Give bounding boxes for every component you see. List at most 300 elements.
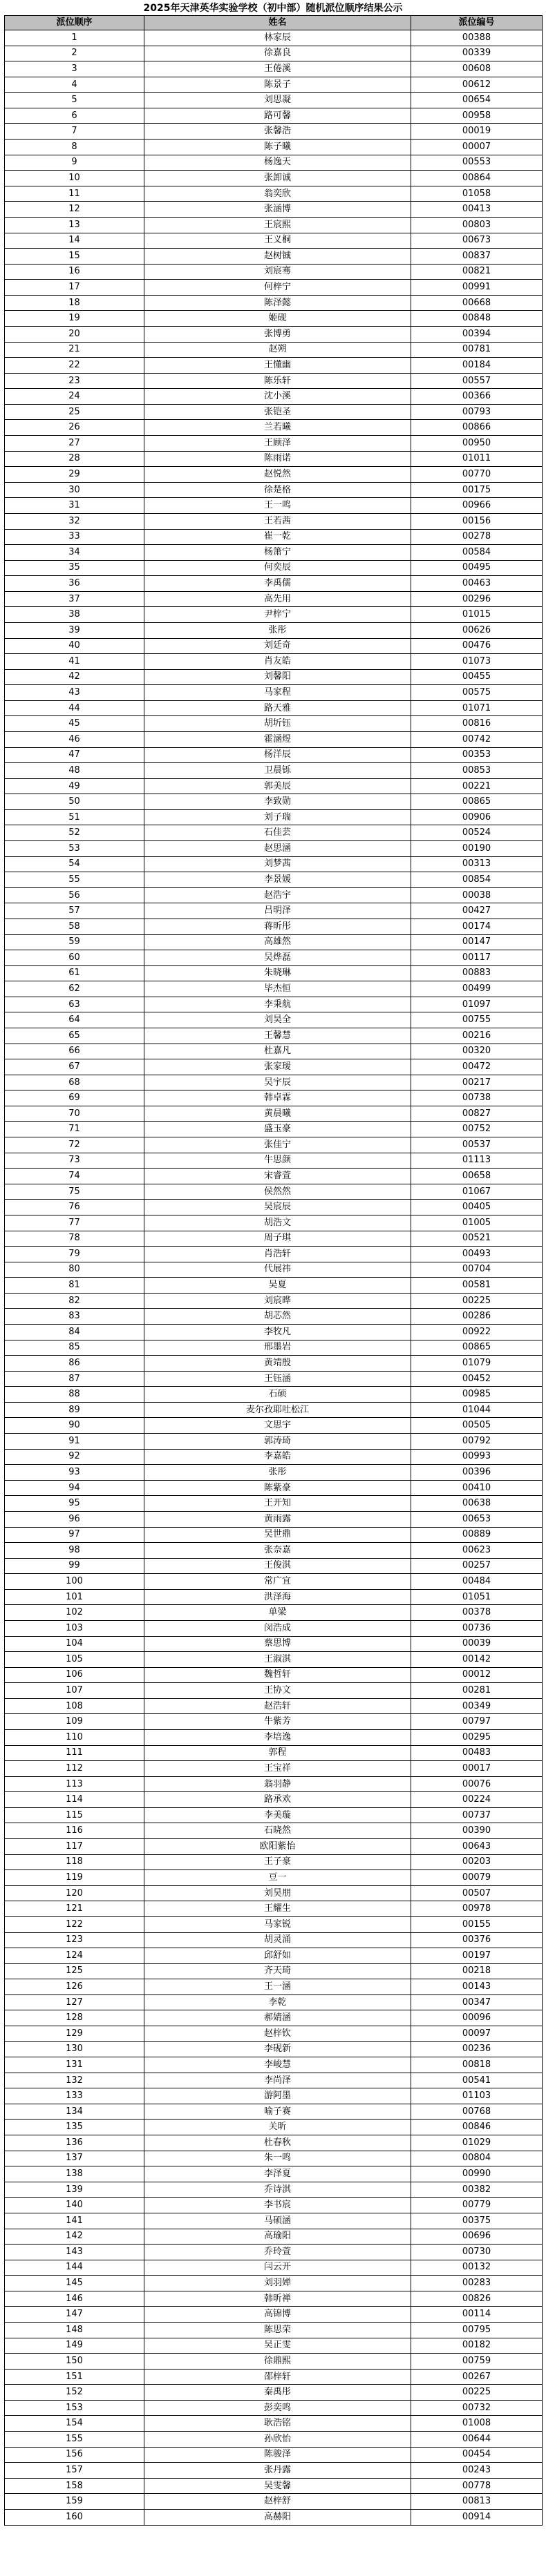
table-row bbox=[5, 1605, 543, 1621]
cell-name: 吴正雯 bbox=[144, 2338, 411, 2354]
cell-number: 00175 bbox=[411, 482, 543, 498]
cell-number: 00405 bbox=[411, 1200, 543, 1215]
cell-name: 王耀生 bbox=[144, 1901, 411, 1917]
table-row bbox=[5, 887, 543, 903]
cell-name: 王宝祥 bbox=[144, 1761, 411, 1777]
cell-name: 何奕辰 bbox=[144, 560, 411, 576]
cell-number: 00218 bbox=[411, 1963, 543, 1979]
table-row bbox=[5, 1215, 543, 1231]
cell-order: 14 bbox=[5, 233, 144, 249]
cell-name: 陈泽懿 bbox=[144, 295, 411, 311]
cell-name: 黄晨曦 bbox=[144, 1106, 411, 1122]
cell-number: 00821 bbox=[411, 264, 543, 280]
cell-number: 00472 bbox=[411, 1059, 543, 1075]
header-order: 派位顺序 bbox=[5, 16, 144, 30]
cell-order: 38 bbox=[5, 607, 144, 623]
cell-name: 周子琪 bbox=[144, 1231, 411, 1247]
cell-number: 00396 bbox=[411, 1465, 543, 1481]
cell-name: 王俊淇 bbox=[144, 1558, 411, 1574]
table-row bbox=[5, 264, 543, 280]
table-row bbox=[5, 513, 543, 529]
cell-order: 50 bbox=[5, 794, 144, 810]
cell-number: 01015 bbox=[411, 607, 543, 623]
table-row bbox=[5, 1184, 543, 1200]
cell-name: 沈小溪 bbox=[144, 389, 411, 405]
cell-order: 30 bbox=[5, 482, 144, 498]
cell-order: 28 bbox=[5, 451, 144, 467]
cell-number: 00584 bbox=[411, 545, 543, 561]
cell-name: 邱舒如 bbox=[144, 1948, 411, 1964]
cell-number: 00883 bbox=[411, 965, 543, 981]
cell-name: 王钰涵 bbox=[144, 1371, 411, 1387]
table-row bbox=[5, 171, 543, 186]
table-row bbox=[5, 1932, 543, 1948]
cell-number: 00366 bbox=[411, 389, 543, 405]
table-row bbox=[5, 685, 543, 701]
table-row bbox=[5, 1075, 543, 1090]
cell-name: 牛紫芳 bbox=[144, 1714, 411, 1730]
cell-number: 00484 bbox=[411, 1574, 543, 1590]
cell-number: 00394 bbox=[411, 326, 543, 342]
cell-number: 00278 bbox=[411, 529, 543, 545]
cell-order: 67 bbox=[5, 1059, 144, 1075]
cell-order: 43 bbox=[5, 685, 144, 701]
cell-order: 157 bbox=[5, 2463, 144, 2479]
cell-order: 135 bbox=[5, 2120, 144, 2135]
cell-order: 105 bbox=[5, 1652, 144, 1668]
cell-number: 00281 bbox=[411, 1683, 543, 1699]
cell-name: 赵浩轩 bbox=[144, 1698, 411, 1714]
cell-name: 霍涵煜 bbox=[144, 732, 411, 748]
cell-order: 41 bbox=[5, 654, 144, 670]
table-row bbox=[5, 2151, 543, 2166]
cell-order: 151 bbox=[5, 2369, 144, 2385]
cell-number: 00826 bbox=[411, 2291, 543, 2307]
cell-order: 98 bbox=[5, 1543, 144, 1559]
cell-order: 140 bbox=[5, 2198, 144, 2213]
table-row bbox=[5, 77, 543, 93]
cell-number: 00454 bbox=[411, 2447, 543, 2463]
cell-order: 123 bbox=[5, 1932, 144, 1948]
table-row bbox=[5, 1854, 543, 1870]
cell-name: 李乾 bbox=[144, 1995, 411, 2010]
table-row bbox=[5, 1309, 543, 1325]
table-row bbox=[5, 1870, 543, 1886]
cell-number: 00114 bbox=[411, 2307, 543, 2323]
table-row bbox=[5, 1122, 543, 1137]
table-row bbox=[5, 1371, 543, 1387]
cell-order: 6 bbox=[5, 108, 144, 124]
table-row bbox=[5, 140, 543, 155]
table-row bbox=[5, 2276, 543, 2291]
cell-number: 00653 bbox=[411, 1511, 543, 1527]
cell-number: 00978 bbox=[411, 1901, 543, 1917]
cell-number: 00696 bbox=[411, 2229, 543, 2245]
cell-number: 00143 bbox=[411, 1979, 543, 1995]
table-row bbox=[5, 2400, 543, 2416]
table-row bbox=[5, 1480, 543, 1496]
cell-name: 高瑜阳 bbox=[144, 2229, 411, 2245]
table-row bbox=[5, 1948, 543, 1964]
table-body bbox=[5, 30, 543, 2526]
table-row bbox=[5, 124, 543, 140]
cell-name: 吴雯馨 bbox=[144, 2478, 411, 2494]
table-row bbox=[5, 1153, 543, 1169]
table-row bbox=[5, 732, 543, 748]
cell-name: 王顾泽 bbox=[144, 436, 411, 452]
cell-name: 王开知 bbox=[144, 1496, 411, 1512]
cell-order: 40 bbox=[5, 638, 144, 654]
cell-name: 韩卓霖 bbox=[144, 1090, 411, 1106]
cell-number: 00991 bbox=[411, 280, 543, 296]
cell-number: 00906 bbox=[411, 809, 543, 825]
table-row bbox=[5, 1059, 543, 1075]
cell-name: 李培逸 bbox=[144, 1730, 411, 1746]
table-row bbox=[5, 1636, 543, 1652]
cell-order: 156 bbox=[5, 2447, 144, 2463]
cell-number: 00236 bbox=[411, 2041, 543, 2057]
cell-order: 89 bbox=[5, 1402, 144, 1418]
cell-number: 00286 bbox=[411, 1309, 543, 1325]
table-row bbox=[5, 295, 543, 311]
cell-name: 闫云开 bbox=[144, 2260, 411, 2276]
cell-order: 32 bbox=[5, 513, 144, 529]
table-row bbox=[5, 1527, 543, 1543]
table-row bbox=[5, 1885, 543, 1901]
cell-name: 杨逸天 bbox=[144, 155, 411, 171]
cell-name: 单梁 bbox=[144, 1605, 411, 1621]
cell-order: 47 bbox=[5, 747, 144, 763]
cell-name: 石晓然 bbox=[144, 1823, 411, 1839]
table-row bbox=[5, 763, 543, 779]
table-row bbox=[5, 669, 543, 685]
cell-order: 33 bbox=[5, 529, 144, 545]
table-row bbox=[5, 373, 543, 389]
table-row bbox=[5, 233, 543, 249]
cell-name: 李美璇 bbox=[144, 1807, 411, 1823]
cell-name: 张彤 bbox=[144, 622, 411, 638]
cell-name: 石硕 bbox=[144, 1387, 411, 1403]
table-row bbox=[5, 1558, 543, 1574]
table-row bbox=[5, 2135, 543, 2151]
cell-order: 114 bbox=[5, 1792, 144, 1808]
cell-name: 吴夏 bbox=[144, 1278, 411, 1294]
cell-order: 8 bbox=[5, 140, 144, 155]
cell-number: 00638 bbox=[411, 1496, 543, 1512]
cell-number: 00410 bbox=[411, 1480, 543, 1496]
cell-number: 00854 bbox=[411, 872, 543, 888]
cell-number: 00347 bbox=[411, 1995, 543, 2010]
table-row bbox=[5, 1589, 543, 1605]
cell-number: 00837 bbox=[411, 249, 543, 265]
table-row bbox=[5, 389, 543, 405]
cell-number: 00626 bbox=[411, 622, 543, 638]
cell-number: 00643 bbox=[411, 1839, 543, 1855]
cell-order: 84 bbox=[5, 1324, 144, 1340]
cell-name: 代展祎 bbox=[144, 1262, 411, 1278]
cell-order: 45 bbox=[5, 716, 144, 732]
cell-number: 00495 bbox=[411, 560, 543, 576]
table-row bbox=[5, 2245, 543, 2260]
cell-name: 尹梓宁 bbox=[144, 607, 411, 623]
cell-number: 00608 bbox=[411, 61, 543, 77]
table-row bbox=[5, 1761, 543, 1777]
cell-order: 63 bbox=[5, 997, 144, 1012]
table-row bbox=[5, 1293, 543, 1309]
cell-order: 80 bbox=[5, 1262, 144, 1278]
cell-number: 00704 bbox=[411, 1262, 543, 1278]
cell-number: 00985 bbox=[411, 1387, 543, 1403]
cell-number: 00612 bbox=[411, 77, 543, 93]
cell-name: 肖友皓 bbox=[144, 654, 411, 670]
cell-name: 李嘉皓 bbox=[144, 1449, 411, 1465]
cell-order: 4 bbox=[5, 77, 144, 93]
cell-name: 崔一乾 bbox=[144, 529, 411, 545]
cell-number: 00221 bbox=[411, 778, 543, 794]
cell-number: 01051 bbox=[411, 1589, 543, 1605]
cell-number: 00243 bbox=[411, 2463, 543, 2479]
table-row bbox=[5, 591, 543, 607]
cell-order: 109 bbox=[5, 1714, 144, 1730]
cell-name: 石佳芸 bbox=[144, 825, 411, 841]
table-row bbox=[5, 2463, 543, 2479]
cell-name: 王宸熙 bbox=[144, 217, 411, 233]
cell-number: 00673 bbox=[411, 233, 543, 249]
cell-name: 王子豪 bbox=[144, 1854, 411, 1870]
table-row bbox=[5, 467, 543, 483]
table-row bbox=[5, 93, 543, 108]
header-number: 派位编号 bbox=[411, 16, 543, 30]
cell-name: 喻子赛 bbox=[144, 2104, 411, 2120]
table-row bbox=[5, 2213, 543, 2229]
cell-order: 3 bbox=[5, 61, 144, 77]
table-row bbox=[5, 1278, 543, 1294]
cell-name: 文思宇 bbox=[144, 1418, 411, 1434]
cell-name: 高赫阳 bbox=[144, 2509, 411, 2525]
table-row bbox=[5, 560, 543, 576]
cell-number: 00813 bbox=[411, 2494, 543, 2510]
cell-order: 70 bbox=[5, 1106, 144, 1122]
cell-number: 00537 bbox=[411, 1137, 543, 1153]
cell-name: 侯然然 bbox=[144, 1184, 411, 1200]
cell-name: 张丹露 bbox=[144, 2463, 411, 2479]
cell-number: 00097 bbox=[411, 2026, 543, 2042]
table-row bbox=[5, 997, 543, 1012]
cell-order: 69 bbox=[5, 1090, 144, 1106]
cell-name: 张奈嘉 bbox=[144, 1543, 411, 1559]
cell-name: 黄雨露 bbox=[144, 1511, 411, 1527]
cell-order: 35 bbox=[5, 560, 144, 576]
cell-name: 李禹儒 bbox=[144, 576, 411, 592]
table-row bbox=[5, 965, 543, 981]
table-row bbox=[5, 1792, 543, 1808]
cell-order: 36 bbox=[5, 576, 144, 592]
cell-order: 95 bbox=[5, 1496, 144, 1512]
cell-name: 耿浩铭 bbox=[144, 2416, 411, 2432]
cell-name: 兰若曦 bbox=[144, 420, 411, 436]
cell-order: 103 bbox=[5, 1620, 144, 1636]
cell-name: 赵树铖 bbox=[144, 249, 411, 265]
table-row bbox=[5, 404, 543, 420]
cell-number: 00966 bbox=[411, 498, 543, 514]
cell-number: 01058 bbox=[411, 186, 543, 202]
cell-name: 李书宸 bbox=[144, 2198, 411, 2213]
cell-number: 00557 bbox=[411, 373, 543, 389]
table-row bbox=[5, 436, 543, 452]
table-row bbox=[5, 2120, 543, 2135]
table-row bbox=[5, 778, 543, 794]
cell-name: 林家辰 bbox=[144, 30, 411, 46]
cell-name: 张佳宁 bbox=[144, 1137, 411, 1153]
cell-name: 盛玉豪 bbox=[144, 1122, 411, 1137]
cell-name: 张馨浩 bbox=[144, 124, 411, 140]
cell-order: 52 bbox=[5, 825, 144, 841]
cell-name: 刘宸晔 bbox=[144, 1293, 411, 1309]
cell-number: 00541 bbox=[411, 2073, 543, 2088]
cell-order: 88 bbox=[5, 1387, 144, 1403]
cell-order: 96 bbox=[5, 1511, 144, 1527]
cell-number: 00827 bbox=[411, 1106, 543, 1122]
table-row bbox=[5, 1169, 543, 1184]
cell-order: 60 bbox=[5, 950, 144, 966]
cell-name: 刘昊朋 bbox=[144, 1885, 411, 1901]
table-row bbox=[5, 2416, 543, 2432]
table-row bbox=[5, 1090, 543, 1106]
table-row bbox=[5, 2026, 543, 2042]
cell-number: 00079 bbox=[411, 1870, 543, 1886]
cell-number: 00217 bbox=[411, 1075, 543, 1090]
cell-name: 翁羽静 bbox=[144, 1776, 411, 1792]
cell-number: 00283 bbox=[411, 2276, 543, 2291]
cell-name: 李致勋 bbox=[144, 794, 411, 810]
cell-name: 陈骏泽 bbox=[144, 2447, 411, 2463]
cell-name: 彭奕鸣 bbox=[144, 2400, 411, 2416]
cell-order: 71 bbox=[5, 1122, 144, 1137]
cell-order: 58 bbox=[5, 919, 144, 934]
cell-order: 26 bbox=[5, 420, 144, 436]
cell-number: 00225 bbox=[411, 1293, 543, 1309]
cell-number: 00738 bbox=[411, 1090, 543, 1106]
cell-name: 蔡思博 bbox=[144, 1636, 411, 1652]
cell-name: 刘思凝 bbox=[144, 93, 411, 108]
cell-order: 126 bbox=[5, 1979, 144, 1995]
table-row bbox=[5, 825, 543, 841]
cell-name: 豆一 bbox=[144, 1870, 411, 1886]
cell-number: 00339 bbox=[411, 46, 543, 61]
cell-order: 5 bbox=[5, 93, 144, 108]
cell-name: 吴烨磊 bbox=[144, 950, 411, 966]
cell-name: 韩昕禅 bbox=[144, 2291, 411, 2307]
cell-number: 01011 bbox=[411, 451, 543, 467]
cell-name: 高雄然 bbox=[144, 934, 411, 950]
table-row bbox=[5, 1247, 543, 1262]
cell-number: 01044 bbox=[411, 1402, 543, 1418]
cell-name: 郭涛琦 bbox=[144, 1434, 411, 1450]
cell-order: 18 bbox=[5, 295, 144, 311]
cell-number: 00581 bbox=[411, 1278, 543, 1294]
table-row bbox=[5, 950, 543, 966]
cell-number: 00865 bbox=[411, 1340, 543, 1356]
cell-order: 115 bbox=[5, 1807, 144, 1823]
table-row bbox=[5, 1356, 543, 1372]
cell-number: 00922 bbox=[411, 1324, 543, 1340]
cell-number: 00768 bbox=[411, 2104, 543, 2120]
cell-name: 刘梦茜 bbox=[144, 856, 411, 872]
cell-order: 134 bbox=[5, 2104, 144, 2120]
cell-order: 7 bbox=[5, 124, 144, 140]
table-row bbox=[5, 841, 543, 857]
cell-order: 125 bbox=[5, 1963, 144, 1979]
cell-number: 00803 bbox=[411, 217, 543, 233]
table-row bbox=[5, 1496, 543, 1512]
table-row bbox=[5, 2198, 543, 2213]
table-row bbox=[5, 1543, 543, 1559]
cell-number: 00797 bbox=[411, 1714, 543, 1730]
cell-order: 72 bbox=[5, 1137, 144, 1153]
table-row bbox=[5, 2432, 543, 2448]
cell-order: 92 bbox=[5, 1449, 144, 1465]
cell-number: 00644 bbox=[411, 2432, 543, 2448]
table-row bbox=[5, 1901, 543, 1917]
cell-number: 00413 bbox=[411, 202, 543, 218]
table-row bbox=[5, 1823, 543, 1839]
cell-name: 李砚新 bbox=[144, 2041, 411, 2057]
cell-name: 吴宸辰 bbox=[144, 1200, 411, 1215]
cell-name: 秦禹彤 bbox=[144, 2385, 411, 2401]
table-row bbox=[5, 451, 543, 467]
cell-name: 蒋昕彤 bbox=[144, 919, 411, 934]
cell-name: 路承欢 bbox=[144, 1792, 411, 1808]
cell-number: 00007 bbox=[411, 140, 543, 155]
cell-number: 01067 bbox=[411, 1184, 543, 1200]
table-row bbox=[5, 1776, 543, 1792]
cell-order: 27 bbox=[5, 436, 144, 452]
cell-number: 00736 bbox=[411, 1620, 543, 1636]
cell-name: 胡灵涌 bbox=[144, 1932, 411, 1948]
table-row bbox=[5, 1511, 543, 1527]
cell-number: 01073 bbox=[411, 654, 543, 670]
cell-name: 路可馨 bbox=[144, 108, 411, 124]
cell-name: 卫晨铄 bbox=[144, 763, 411, 779]
cell-number: 00778 bbox=[411, 2478, 543, 2494]
cell-order: 132 bbox=[5, 2073, 144, 2088]
cell-name: 邢墨岩 bbox=[144, 1340, 411, 1356]
table-row bbox=[5, 934, 543, 950]
table-row bbox=[5, 1667, 543, 1683]
table-row bbox=[5, 1745, 543, 1761]
cell-number: 00147 bbox=[411, 934, 543, 950]
cell-name: 杜嘉凡 bbox=[144, 1044, 411, 1059]
cell-order: 48 bbox=[5, 763, 144, 779]
table-row bbox=[5, 2010, 543, 2026]
cell-number: 00376 bbox=[411, 1932, 543, 1948]
table-row bbox=[5, 2494, 543, 2510]
table-row bbox=[5, 2057, 543, 2073]
cell-number: 00752 bbox=[411, 1122, 543, 1137]
cell-order: 51 bbox=[5, 809, 144, 825]
cell-number: 00349 bbox=[411, 1698, 543, 1714]
table-row bbox=[5, 2088, 543, 2104]
cell-number: 00267 bbox=[411, 2369, 543, 2385]
cell-name: 魏哲轩 bbox=[144, 1667, 411, 1683]
cell-number: 00623 bbox=[411, 1543, 543, 1559]
table-row bbox=[5, 856, 543, 872]
cell-order: 74 bbox=[5, 1169, 144, 1184]
cell-order: 86 bbox=[5, 1356, 144, 1372]
cell-number: 01079 bbox=[411, 1356, 543, 1372]
cell-order: 128 bbox=[5, 2010, 144, 2026]
table-row bbox=[5, 638, 543, 654]
